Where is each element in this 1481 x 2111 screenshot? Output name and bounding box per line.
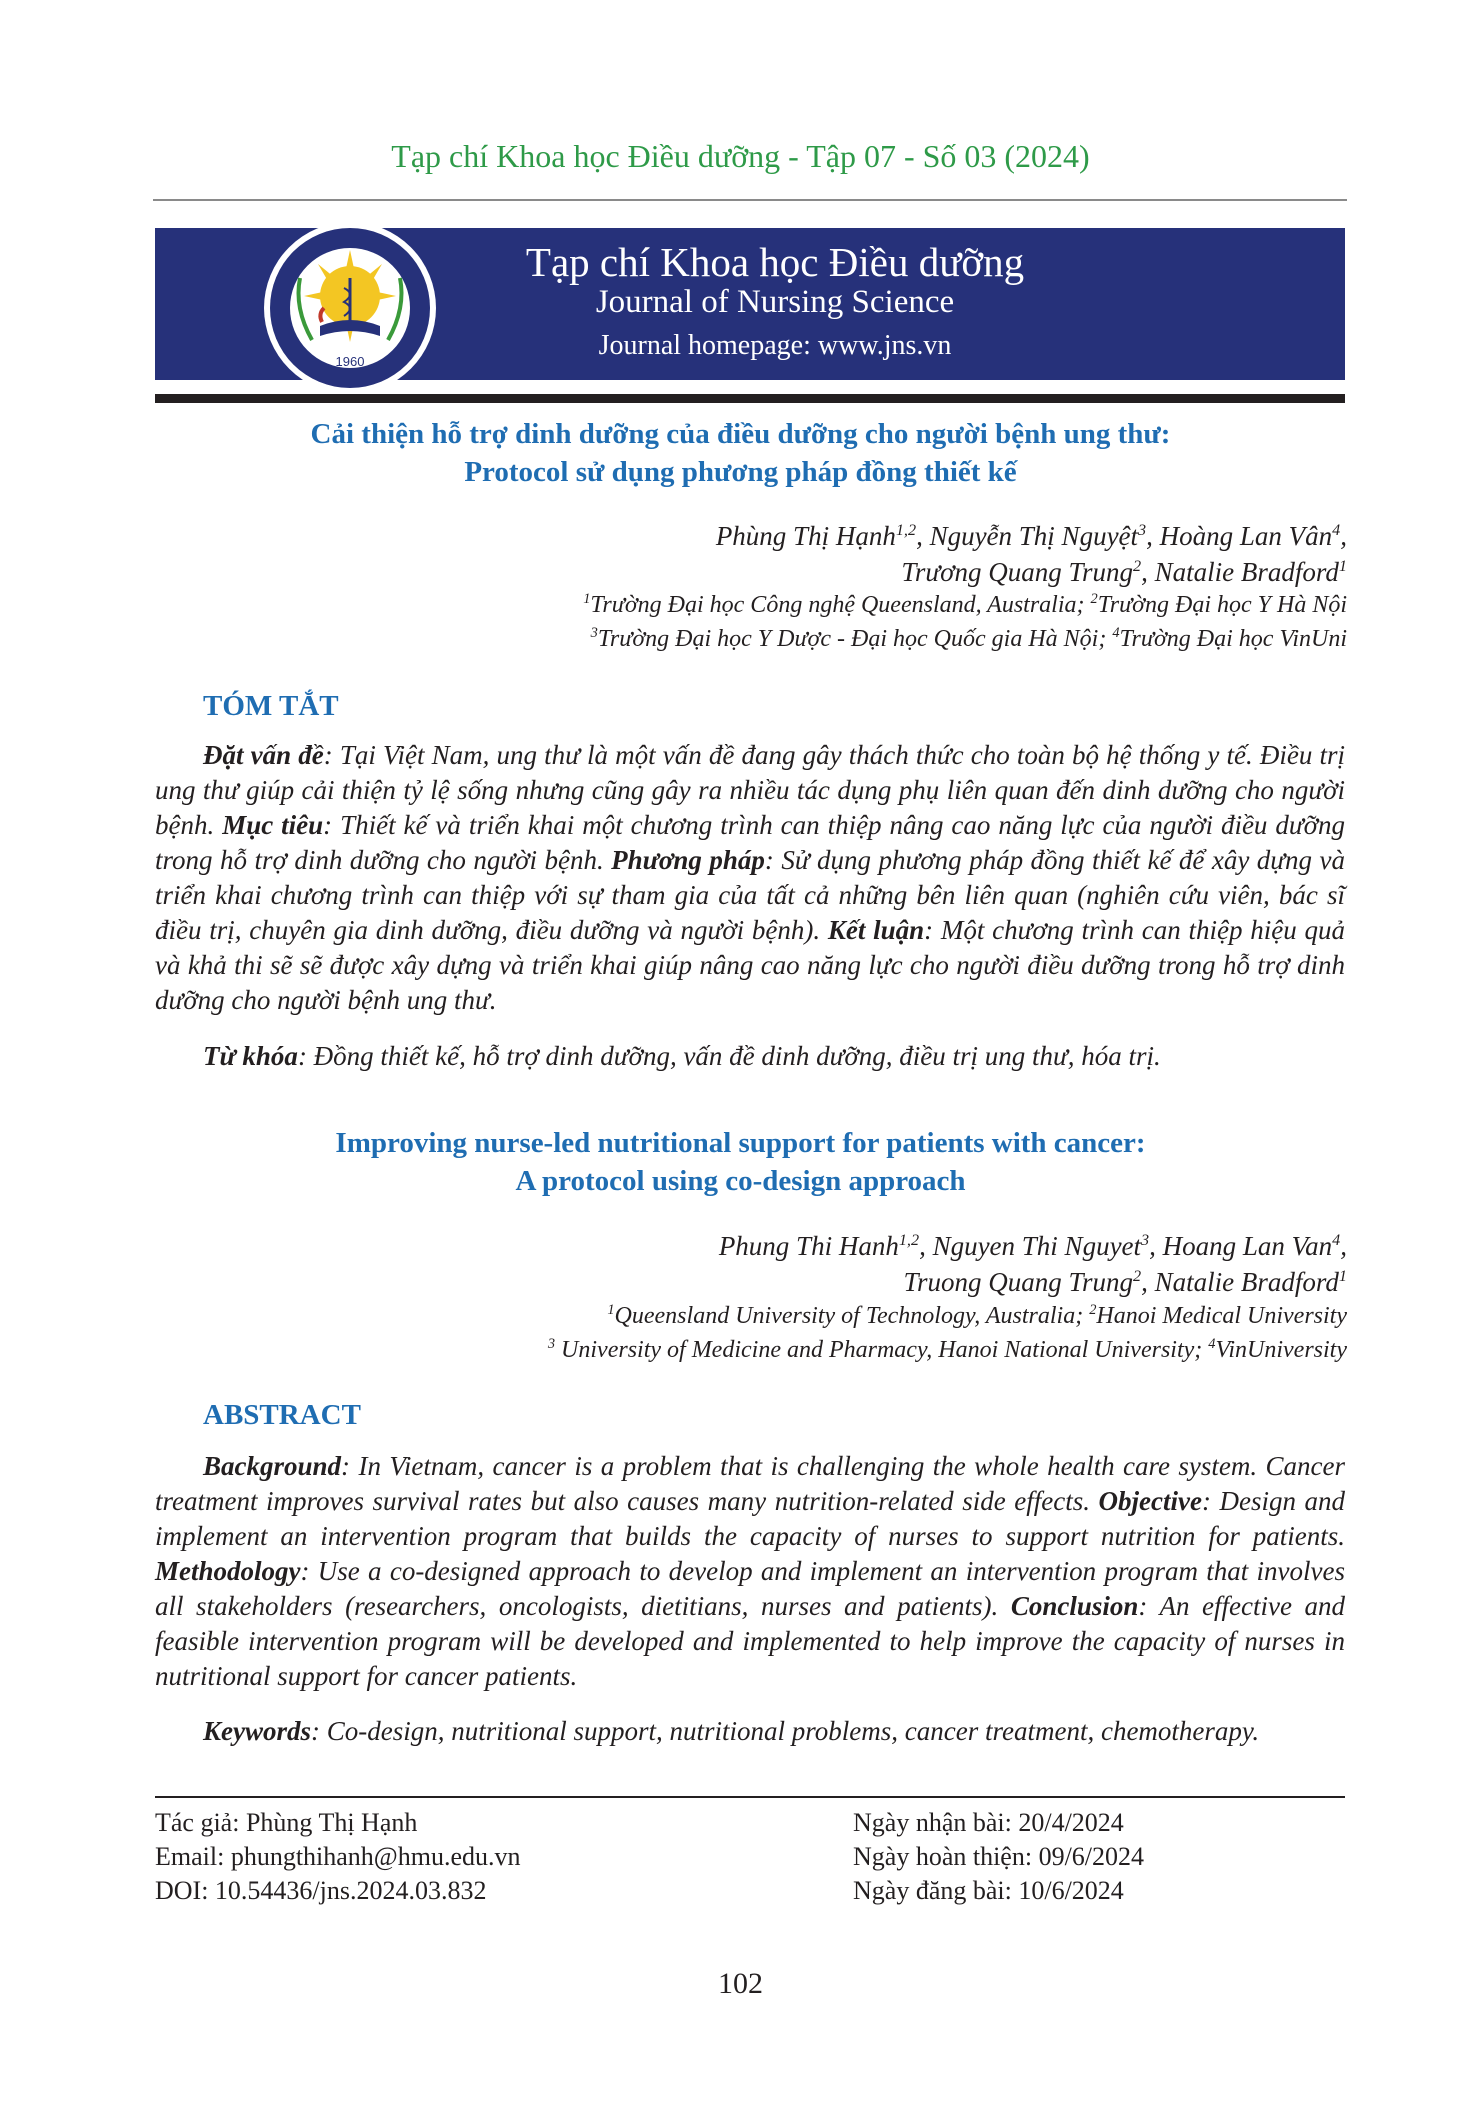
journal-title-vi: Tạp chí Khoa học Điều dưỡng: [525, 239, 1025, 285]
revised-date: Ngày hoàn thiện: 09/6/2024: [853, 1842, 1145, 1871]
footer-dates: [853, 1806, 1144, 1908]
affiliations-vi: $^1$Trường Đại học Công nghệ Queensland, Australia; $^2$Trường Đại học Y Hà Nội $^3$Trường Đại học Y Dược - Đại học Quốc gia Hà Nội; $^4$Trường Đại học VinUni: [583, 591, 1347, 652]
abstract-heading-en: ABSTRACT: [203, 1399, 361, 1431]
abstract-vi: Đặt vấn đề: Tại Việt Nam, ung thư là một vấn đề đang gây thách thức cho toàn bộ hệ thống y tế. Điều trị ung thư giúp cải thiện tỷ lệ sống nhưng cũng gây ra nhiều tác dụng phụ liên quan đến dinh dưỡng cho người bệnh. Mục tiêu: Thiết kế và triển khai một chương trình can thiệp nâng cao năng lực của người điều dưỡng trong hỗ trợ dinh dưỡng cho người bệnh. Phương pháp: Sử dụng phương pháp đồng thiết kế để xây dựng và triển khai chương trình can thiệp với sự tham gia của tất cả những bên liên quan (nghiên cứu viên, bác sĩ điều trị, chuyên gia dinh dưỡng, điều dưỡng và người bệnh). Kết luận: Một chương trình can thiệp hiệu quả và khả thi sẽ sẽ được xây dựng và triển khai giúp nâng cao năng lực cho người điều dưỡng trong hỗ trợ dinh dưỡng cho người bệnh ung thư.: [155, 740, 1346, 1015]
banner-rule: [155, 394, 1345, 403]
page-number: 102: [718, 1967, 763, 2000]
author-email: Email: phungthihanh@hmu.edu.vn: [155, 1842, 521, 1871]
journal-banner: [155, 228, 1345, 380]
article-title-en: Improving nurse-led nutritional support for patients with cancer: A protocol using co-design approach: [335, 1127, 1146, 1197]
footer-author-info: [155, 1806, 521, 1908]
journal-title-en: Journal of Nursing Science: [595, 284, 955, 320]
header-divider: [153, 199, 1347, 201]
article-title-vi: Cải thiện hỗ trợ dinh dưỡng của điều dưỡng cho người bệnh ung thư: Protocol sử dụng phương pháp đồng thiết kế: [310, 418, 1171, 488]
abstract-en: Background: In Vietnam, cancer is a problem that is challenging the whole health care system. Cancer treatment improves survival rates but also causes many nutrition-related side effects. Objective: Design and implement an intervention program that builds the capacity of nurses to support nutrition for patients. Methodology: Use a co-designed approach to develop and implement an intervention program that involves all stakeholders (researchers, oncologists, dietitians, nurses and patients). Conclusion: An effective and feasible intervention program will be developed and implemented to help improve the capacity of nurses in nutritional support for cancer patients.: [155, 1451, 1346, 1691]
received-date: Ngày nhận bài: 20/4/2024: [853, 1808, 1124, 1837]
affiliations-en: $^1$Queensland University of Technology, Australia; $^2$Hanoi Medical University $^3$ University of Medicine and Pharmacy, Hanoi National University; $^4$VinUniversity: [547, 1302, 1347, 1363]
svg-text:1960: 1960: [335, 354, 365, 369]
author-list-en: Phung Thi Hanh$^{1,2}$, Nguyen Thi Nguyet$^3$, Hoang Lan Van$^4$, Truong Quang Trung$^2$, Natalie Bradford$^1$: [718, 1231, 1347, 1297]
running-head: Tạp chí Khoa học Điều dưỡng - Tập 07 - Số 03 (2024): [391, 138, 1090, 174]
footer-divider: [155, 1796, 1345, 1798]
corresponding-author: Tác giả: Phùng Thị Hạnh: [155, 1808, 418, 1837]
keywords-en: Keywords: Co-design, nutritional support, nutritional problems, cancer treatment, chemotherapy.: [203, 1716, 1260, 1746]
abstract-heading-vi: TÓM TẮT: [203, 690, 339, 722]
doi: DOI: 10.54436/jns.2024.03.832: [155, 1876, 487, 1905]
journal-homepage: Journal homepage: www.jns.vn: [598, 330, 952, 361]
keywords-vi: Từ khóa: Đồng thiết kế, hỗ trợ dinh dưỡng, vấn đề dinh dưỡng, điều trị ung thư, hóa trị.: [203, 1041, 1161, 1071]
author-list-vi: Phùng Thị Hạnh$^{1,2}$, Nguyễn Thị Nguyệt$^3$, Hoàng Lan Vân$^4$, Trương Quang Trung$^2$, Natalie Bradford$^1$: [715, 521, 1347, 587]
published-date: Ngày đăng bài: 10/6/2024: [853, 1876, 1124, 1905]
